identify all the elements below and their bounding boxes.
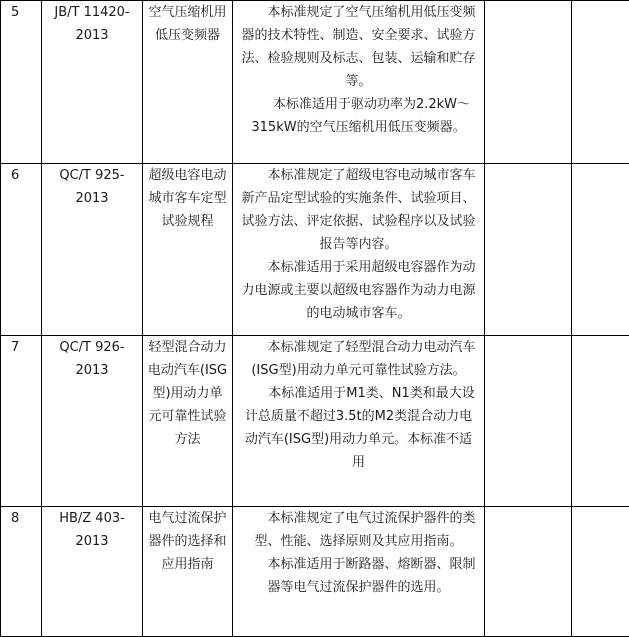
table-row bbox=[1, 164, 629, 336]
standard-description bbox=[233, 336, 485, 507]
standard-code-line: 2013 bbox=[42, 530, 142, 553]
empty-cell bbox=[485, 1, 572, 164]
empty-cell bbox=[572, 507, 629, 637]
table-row bbox=[1, 336, 629, 507]
standard-description bbox=[233, 1, 485, 164]
standard-code-line: 2013 bbox=[42, 359, 142, 382]
table-row bbox=[1, 507, 629, 637]
table-row bbox=[1, 1, 629, 164]
standard-code bbox=[42, 507, 143, 637]
row-number: 6 bbox=[1, 164, 42, 336]
standard-code-line: HB/Z 403- bbox=[42, 507, 142, 530]
description-paragraph: 本标准规定了轻型混合动力电动汽车(ISG型)用动力单元可靠性试验方法。 bbox=[239, 336, 478, 382]
description-paragraph: 本标准适用于采用超级电容器作为动力电源或主要以超级电容器作为动力电源的电动城市客车。 bbox=[239, 256, 478, 325]
empty-cell bbox=[485, 336, 572, 507]
standard-code bbox=[42, 336, 143, 507]
standard-code bbox=[42, 164, 143, 336]
empty-cell bbox=[572, 1, 629, 164]
empty-cell bbox=[572, 336, 629, 507]
empty-cell bbox=[572, 164, 629, 336]
empty-cell bbox=[485, 164, 572, 336]
standard-code-line: 2013 bbox=[42, 187, 142, 210]
standard-code-line: QC/T 925- bbox=[42, 164, 142, 187]
standard-name: 空气压缩机用低压变频器 bbox=[143, 1, 233, 164]
description-paragraph: 本标准适用于驱动功率为2.2kW～315kW的空气压缩机用低压变频器。 bbox=[239, 93, 478, 139]
standard-name: 轻型混合动力电动汽车(ISG型)用动力单元可靠性试验方法 bbox=[143, 336, 233, 507]
description-paragraph: 本标准适用于M1类、N1类和最大设计总质量不超过3.5t的M2类混合动力电动汽车(ISG型)用动力单元。本标准不适用 bbox=[239, 382, 478, 474]
standard-code bbox=[42, 1, 143, 164]
standard-description bbox=[233, 507, 485, 637]
standard-name: 电气过流保护器件的选择和应用指南 bbox=[143, 507, 233, 637]
description-paragraph: 本标准适用于断路器、熔断器、限制器等电气过流保护器件的选用。 bbox=[239, 553, 478, 599]
standard-code-line: QC/T 926- bbox=[42, 336, 142, 359]
standard-description bbox=[233, 164, 485, 336]
description-paragraph: 本标准规定了空气压缩机用低压变频器的技术特性、制造、安全要求、试验方法、检验规则及标志、包装、运输和贮存等。 bbox=[239, 1, 478, 93]
standard-name: 超级电容电动城市客车定型试验规程 bbox=[143, 164, 233, 336]
standard-code-line: JB/T 11420- bbox=[42, 1, 142, 24]
description-paragraph: 本标准规定了超级电容电动城市客车新产品定型试验的实施条件、试验项目、试验方法、评定依据、试验程序以及试验报告等内容。 bbox=[239, 164, 478, 256]
description-paragraph: 本标准规定了电气过流保护器件的类型、性能、选择原则及其应用指南。 bbox=[239, 507, 478, 553]
row-number: 7 bbox=[1, 336, 42, 507]
empty-cell bbox=[485, 507, 572, 637]
standard-code-line: 2013 bbox=[42, 24, 142, 47]
row-number: 8 bbox=[1, 507, 42, 637]
row-number: 5 bbox=[1, 1, 42, 164]
